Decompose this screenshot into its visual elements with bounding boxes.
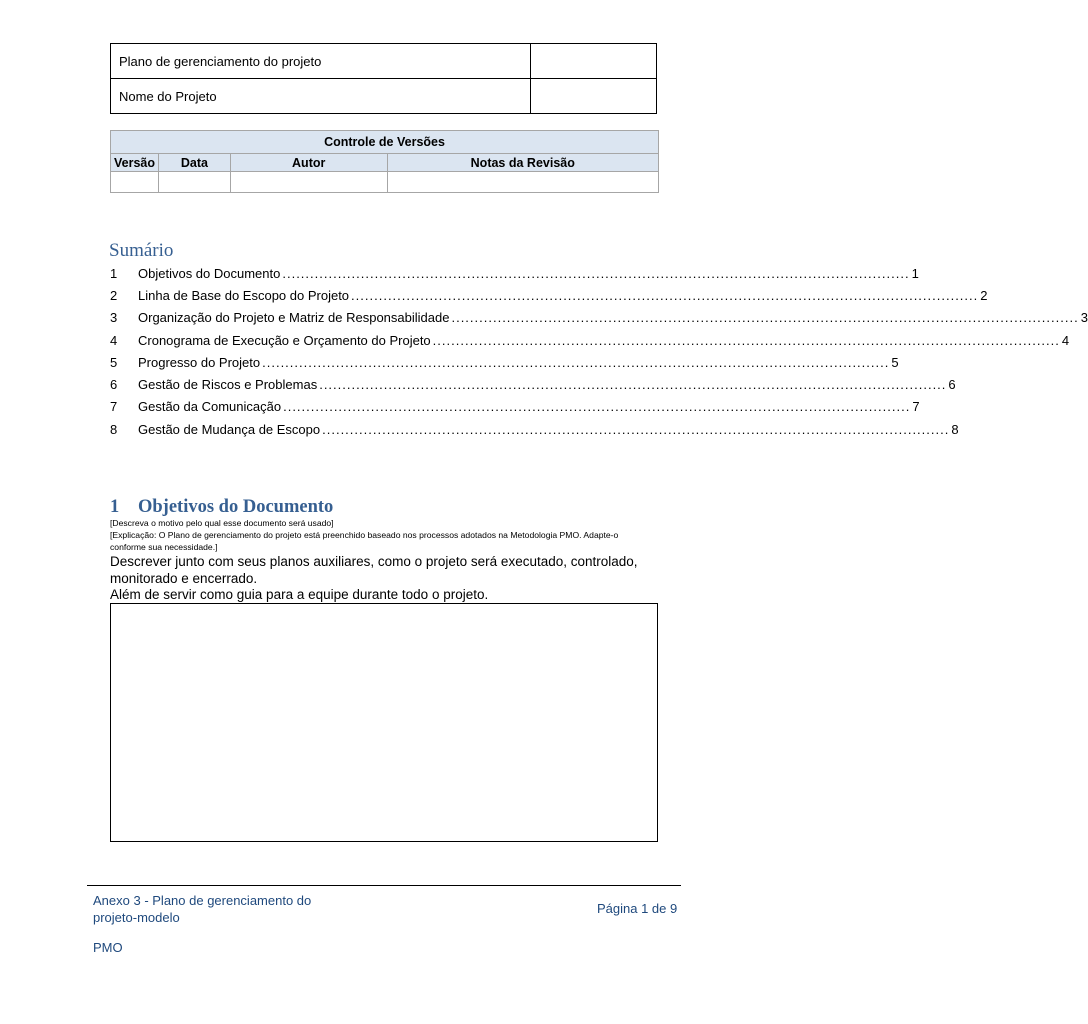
- toc-item-number: 6: [110, 377, 118, 393]
- toc-leader-dots: ........................................................................................................................................: [322, 421, 950, 437]
- toc-item-label: Gestão de Mudança de Escopo: [138, 421, 321, 437]
- section-body: [110, 554, 650, 604]
- plan-title: Plano de gerenciamento do projeto: [119, 53, 322, 69]
- toc-item-page: 2: [980, 287, 988, 303]
- toc-item-page: 7: [912, 399, 920, 415]
- toc-item[interactable]: [110, 418, 959, 440]
- toc-item[interactable]: [110, 351, 899, 373]
- document-header-box: [110, 43, 657, 114]
- toc-item-number: 5: [110, 354, 118, 370]
- column-header-version: Versão: [111, 154, 159, 172]
- toc-leader-dots: ........................................................................................................................................: [283, 399, 911, 415]
- notes-cell[interactable]: [387, 172, 658, 193]
- toc-item[interactable]: [110, 262, 919, 284]
- toc-item-label: Organização do Projeto e Matriz de Responsabilidade: [138, 310, 450, 326]
- toc-item[interactable]: [110, 307, 1088, 329]
- toc-item-label: Objetivos do Documento: [138, 265, 281, 281]
- footer-document-name: Anexo 3 - Plano de gerenciamento do projeto-modelo: [93, 893, 312, 925]
- table-row: [111, 172, 659, 193]
- toc-leader-dots: ........................................................................................................................................: [282, 265, 910, 281]
- toc-item-page: 4: [1061, 332, 1070, 348]
- body-paragraph: Descrever junto com seus planos auxiliares, como o projeto será executado, controlado, monitorado e encerrado.: [110, 554, 638, 586]
- project-name-cell: [111, 79, 531, 113]
- toc-item-label: Gestão da Comunicação: [138, 399, 282, 415]
- toc-item[interactable]: [110, 373, 956, 395]
- column-header-notes: Notas da Revisão: [387, 154, 658, 172]
- toc-item[interactable]: [110, 396, 920, 418]
- toc-item[interactable]: [110, 284, 988, 306]
- instruction-note: [Descreva o motivo pelo qual esse documento será usado]: [110, 518, 334, 528]
- body-paragraph: Além de servir como guia para a equipe durante todo o projeto.: [110, 587, 489, 602]
- toc-item-number: 1: [110, 265, 118, 281]
- toc-item-page: 8: [951, 421, 959, 437]
- column-header-date: Data: [158, 154, 230, 172]
- footer-page-number: Página 1 de 9: [597, 901, 678, 916]
- toc-item-number: 2: [110, 287, 118, 303]
- toc-item-page: 1: [911, 265, 919, 281]
- version-cell[interactable]: [111, 172, 159, 193]
- explanation-note: [Explicação: O Plano de gerenciamento do projeto está preenchido baseado nos processos adotados na Metodologia PMO. Adapte-o conforme sua necessidade.]: [110, 530, 619, 552]
- section-number: 1: [110, 497, 120, 517]
- author-cell[interactable]: [230, 172, 387, 193]
- toc-leader-dots: ........................................................................................................................................: [262, 354, 890, 370]
- section-heading: [110, 497, 333, 518]
- toc-item-label: Progresso do Projeto: [138, 354, 261, 370]
- toc-leader-dots: ........................................................................................................................................: [432, 332, 1060, 348]
- toc-leader-dots: ........................................................................................................................................: [451, 310, 1079, 326]
- plan-title-cell: [111, 44, 531, 79]
- toc-item-number: 7: [110, 399, 118, 415]
- content-box[interactable]: [110, 603, 658, 842]
- footer-divider: [87, 885, 681, 886]
- version-control-table: [110, 130, 659, 193]
- toc-item-page: 6: [948, 377, 956, 393]
- toc-item[interactable]: [110, 329, 1070, 351]
- toc-item-number: 3: [110, 310, 118, 326]
- project-name-label: Nome do Projeto: [119, 88, 217, 104]
- toc-item-page: 3: [1080, 310, 1088, 326]
- toc-item-label: Cronograma de Execução e Orçamento do Projeto: [138, 332, 431, 348]
- version-table-header: [111, 154, 659, 172]
- version-control-title: Controle de Versões: [111, 131, 659, 154]
- toc-item-label: Linha de Base do Escopo do Projeto: [138, 287, 350, 303]
- toc-item-label: Gestão de Riscos e Problemas: [138, 377, 318, 393]
- column-header-author: Autor: [230, 154, 387, 172]
- toc-title: Sumário: [109, 240, 174, 261]
- date-cell[interactable]: [158, 172, 230, 193]
- toc-item-page: 5: [891, 354, 899, 370]
- toc-item-number: 8: [110, 421, 118, 437]
- logo-cell: [531, 44, 656, 79]
- toc-leader-dots: ........................................................................................................................................: [351, 287, 979, 303]
- section-title: Objetivos do Documento: [138, 497, 334, 517]
- toc-item-number: 4: [110, 332, 118, 348]
- footer-organization: PMO: [93, 940, 123, 955]
- toc-leader-dots: ........................................................................................................................................: [319, 377, 947, 393]
- toc-list: [110, 262, 1088, 440]
